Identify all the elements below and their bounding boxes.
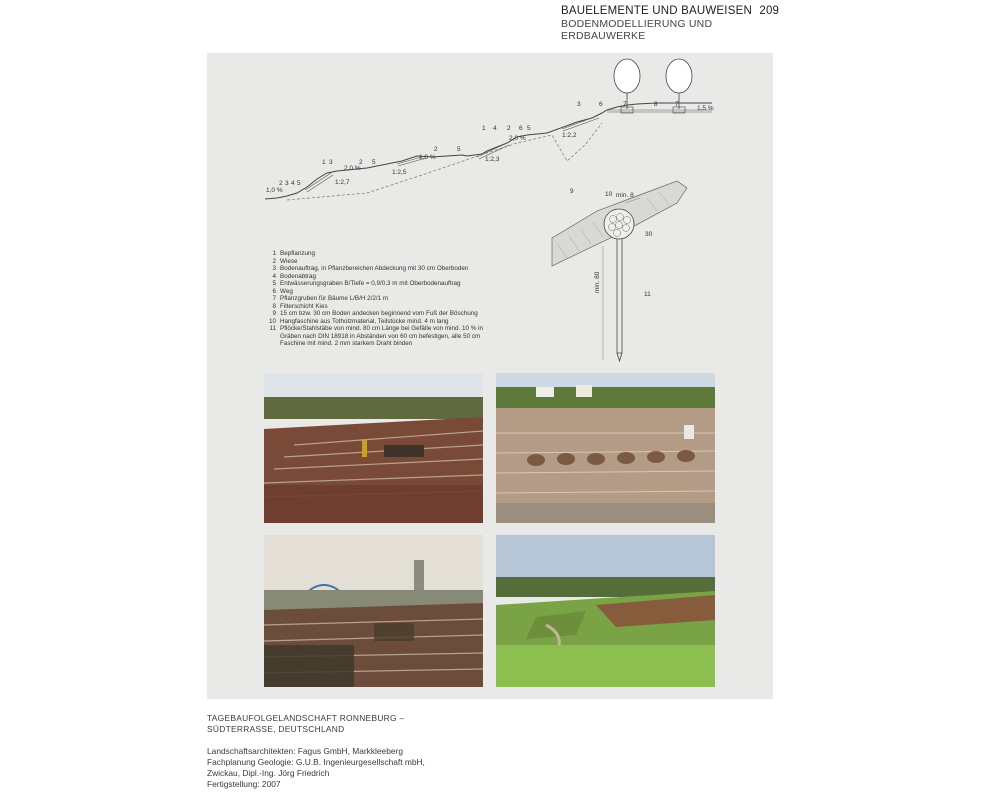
callout-label: 6 (599, 101, 603, 108)
callout-label: 11 (644, 291, 651, 298)
credit-line: Fertigstellung: 2007 (207, 779, 281, 789)
callout-label: 8 (654, 101, 658, 108)
terrace-hatching (305, 110, 712, 192)
callout-label: 7 (623, 101, 627, 108)
photo-terraces-construction (264, 373, 483, 523)
caption-title-line: TAGEBAUFOLGELANDSCHAFT RONNEBURG – (207, 713, 405, 723)
credit-line: Landschaftsarchitekten: Fagus GmbH, Markkleeberg (207, 746, 403, 756)
figure-caption (207, 713, 507, 790)
slope-label: 2,0 % (509, 135, 526, 142)
callout-label: 5 (372, 159, 376, 166)
page-header (561, 5, 796, 42)
slope-label: 2,0 % (344, 165, 361, 172)
legend-item: 3 Bodenauftrag, in Pflanzbereichen Abdeckung mit 30 cm Oberboden (272, 265, 469, 272)
credit-line: Zwickau, Dipl.-Ing. Jörg Friedrich (207, 768, 330, 778)
callout-label: 4 (493, 125, 497, 132)
callout-label: 9 (570, 188, 574, 195)
subsection-title: BODENMODELLIERUNG UND ERDBAUWERKE (561, 18, 713, 42)
terrain-profile (265, 103, 712, 199)
caption-credits (207, 746, 507, 790)
callout-label: 5 (457, 146, 461, 153)
callout-label: 2 (279, 180, 283, 187)
callout-label: 5 (297, 180, 301, 187)
callout-label: 1 (322, 159, 326, 166)
legend-item: 8 Filterschicht Kies (272, 302, 328, 310)
callout-label: 7 (675, 101, 679, 108)
legend-item: 2 Wiese (272, 257, 298, 265)
callout-label: 2 (434, 146, 438, 153)
fascine-detail-drawing (552, 181, 687, 361)
page-number: 209 (759, 5, 780, 17)
dimension-label: 30 (645, 231, 653, 238)
ratio-label: 1:2,3 (485, 156, 500, 163)
callout-label: 10 (605, 191, 613, 198)
credit-line: Fachplanung Geologie: G.U.B. Ingenieurgesellschaft mbH, (207, 757, 425, 767)
slope-label: 1,0 % (419, 154, 436, 161)
legend-item: 1 Bepflanzung (272, 250, 316, 257)
callout-label: 2 (507, 125, 511, 132)
photo-terraces-bridge-view (264, 535, 483, 687)
ratio-label: 1:2,2 (562, 132, 577, 139)
legend-item: 7 Pflanzgruben für Bäume L/B/H 2/2/1 m (272, 295, 389, 302)
original-terrain-dashed (287, 123, 602, 200)
drawing-legend (267, 250, 497, 348)
legend-item: 11 Pflöcke/Stahlstäbe von mind. 80 cm Länge bei Gefälle von mind. 10 % in Gräben nach DIN 18918 in Abständen von 60 cm befestigen, alle 50 cm Faschine mit mind. 2 mm starkem Draht binden (269, 325, 484, 347)
callout-label: 5 (527, 125, 531, 132)
callout-label: 3 (285, 180, 289, 187)
ratio-label: 1:2,7 (335, 179, 350, 186)
callout-label: 6 (519, 125, 523, 132)
callout-label: 3 (577, 101, 581, 108)
photo-terraces-with-houses (496, 373, 715, 523)
caption-title (207, 713, 507, 735)
callout-label: 4 (291, 180, 295, 187)
slope-label: 1,5 % (697, 105, 714, 112)
tree-icon (666, 59, 692, 113)
section-title (561, 5, 796, 17)
photo-green-terraces (496, 535, 715, 687)
tree-icon (614, 59, 640, 113)
legend-item: 6 Weg (272, 287, 293, 295)
legend-item: 4 Bodenabtrag (272, 272, 317, 280)
callout-label: 2 (359, 159, 363, 166)
legend-item: 9 15 cm bzw. 30 cm Boden andecken beginnend vom Fuß der Böschung (272, 310, 478, 317)
figure-panel (207, 53, 773, 699)
section-name: BAUELEMENTE UND BAUWEISEN (561, 5, 752, 17)
legend-item: 5 Entwässerungsgraben B/Tiefe = 0,9/0,3 m mit Oberbodenauftrag (272, 280, 461, 287)
slope-label: 1,0 % (266, 187, 283, 194)
callout-label: 1 (482, 125, 486, 132)
dimension-label: min. 8 (616, 192, 634, 199)
caption-title-line: SÜDTERRASSE, DEUTSCHLAND (207, 724, 345, 734)
legend-item: 10 Hangfaschine aus Totholzmaterial, Teilstücke mind. 4 m lang (268, 317, 449, 325)
dimension-label: min. 80 (594, 271, 601, 293)
callout-label: 3 (329, 159, 333, 166)
ratio-label: 1:2,5 (392, 169, 407, 176)
